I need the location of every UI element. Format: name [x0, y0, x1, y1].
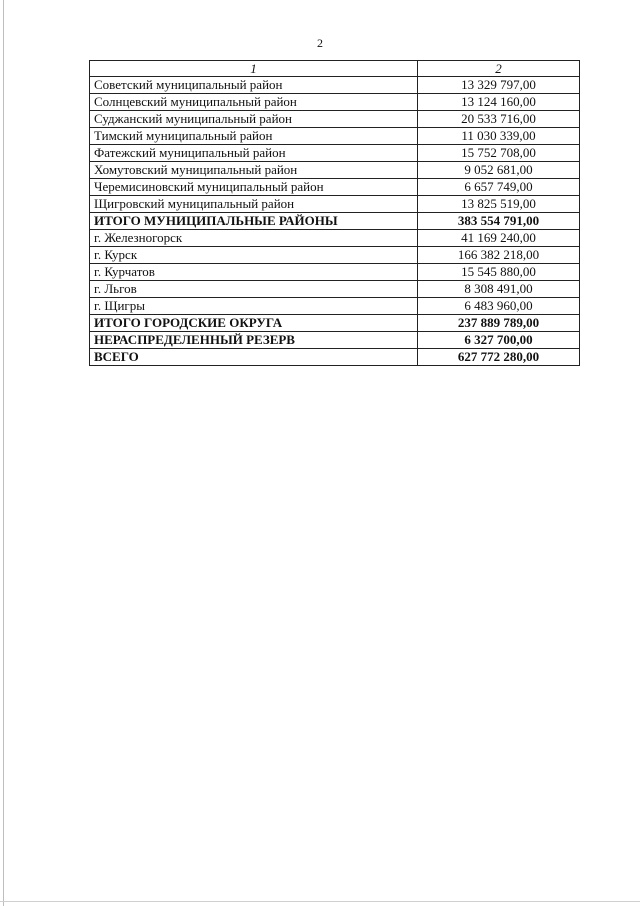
table-row	[90, 264, 580, 281]
row-value: 13 124 160,00	[418, 94, 580, 111]
row-name: г. Курчатов	[90, 264, 418, 281]
row-name: НЕРАСПРЕДЕЛЕННЫЙ РЕЗЕРВ	[90, 332, 418, 349]
row-value: 13 329 797,00	[418, 77, 580, 94]
scan-left-edge	[3, 0, 4, 906]
row-name: Суджанский муниципальный район	[90, 111, 418, 128]
table-total-row	[90, 213, 580, 230]
column-header-1: 1	[90, 61, 418, 77]
column-header-2: 2	[418, 61, 580, 77]
table-row	[90, 162, 580, 179]
row-value: 15 545 880,00	[418, 264, 580, 281]
row-value: 6 483 960,00	[418, 298, 580, 315]
table-row	[90, 196, 580, 213]
table-total-row	[90, 315, 580, 332]
row-value: 6 657 749,00	[418, 179, 580, 196]
row-name: г. Железногорск	[90, 230, 418, 247]
table-row	[90, 145, 580, 162]
table-row	[90, 281, 580, 298]
row-name: ИТОГО МУНИЦИПАЛЬНЫЕ РАЙОНЫ	[90, 213, 418, 230]
table-row	[90, 111, 580, 128]
header-row	[90, 61, 580, 77]
row-value: 383 554 791,00	[418, 213, 580, 230]
row-name: г. Курск	[90, 247, 418, 264]
page-number: 2	[317, 36, 323, 50]
allocation-table	[89, 60, 580, 366]
row-value: 6 327 700,00	[418, 332, 580, 349]
table-row	[90, 94, 580, 111]
row-name: Солнцевский муниципальный район	[90, 94, 418, 111]
row-value: 627 772 280,00	[418, 349, 580, 366]
row-value: 166 382 218,00	[418, 247, 580, 264]
table-row	[90, 298, 580, 315]
table-header	[90, 61, 580, 77]
row-value: 13 825 519,00	[418, 196, 580, 213]
table-row	[90, 247, 580, 264]
table-total-row	[90, 349, 580, 366]
row-name: Щигровский муниципальный район	[90, 196, 418, 213]
scan-bottom-edge	[0, 901, 640, 902]
row-name: г. Льгов	[90, 281, 418, 298]
row-name: Черемисиновский муниципальный район	[90, 179, 418, 196]
row-name: Советский муниципальный район	[90, 77, 418, 94]
row-value: 237 889 789,00	[418, 315, 580, 332]
table-row	[90, 230, 580, 247]
table-row	[90, 128, 580, 145]
table-row	[90, 77, 580, 94]
row-value: 20 533 716,00	[418, 111, 580, 128]
row-name: Фатежский муниципальный район	[90, 145, 418, 162]
row-name: ИТОГО ГОРОДСКИЕ ОКРУГА	[90, 315, 418, 332]
row-name: ВСЕГО	[90, 349, 418, 366]
row-value: 9 052 681,00	[418, 162, 580, 179]
row-name: г. Щигры	[90, 298, 418, 315]
row-name: Хомутовский муниципальный район	[90, 162, 418, 179]
table-row	[90, 179, 580, 196]
row-value: 11 030 339,00	[418, 128, 580, 145]
row-value: 15 752 708,00	[418, 145, 580, 162]
row-value: 8 308 491,00	[418, 281, 580, 298]
row-value: 41 169 240,00	[418, 230, 580, 247]
table-body	[90, 77, 580, 366]
row-name: Тимский муниципальный район	[90, 128, 418, 145]
table-total-row	[90, 332, 580, 349]
